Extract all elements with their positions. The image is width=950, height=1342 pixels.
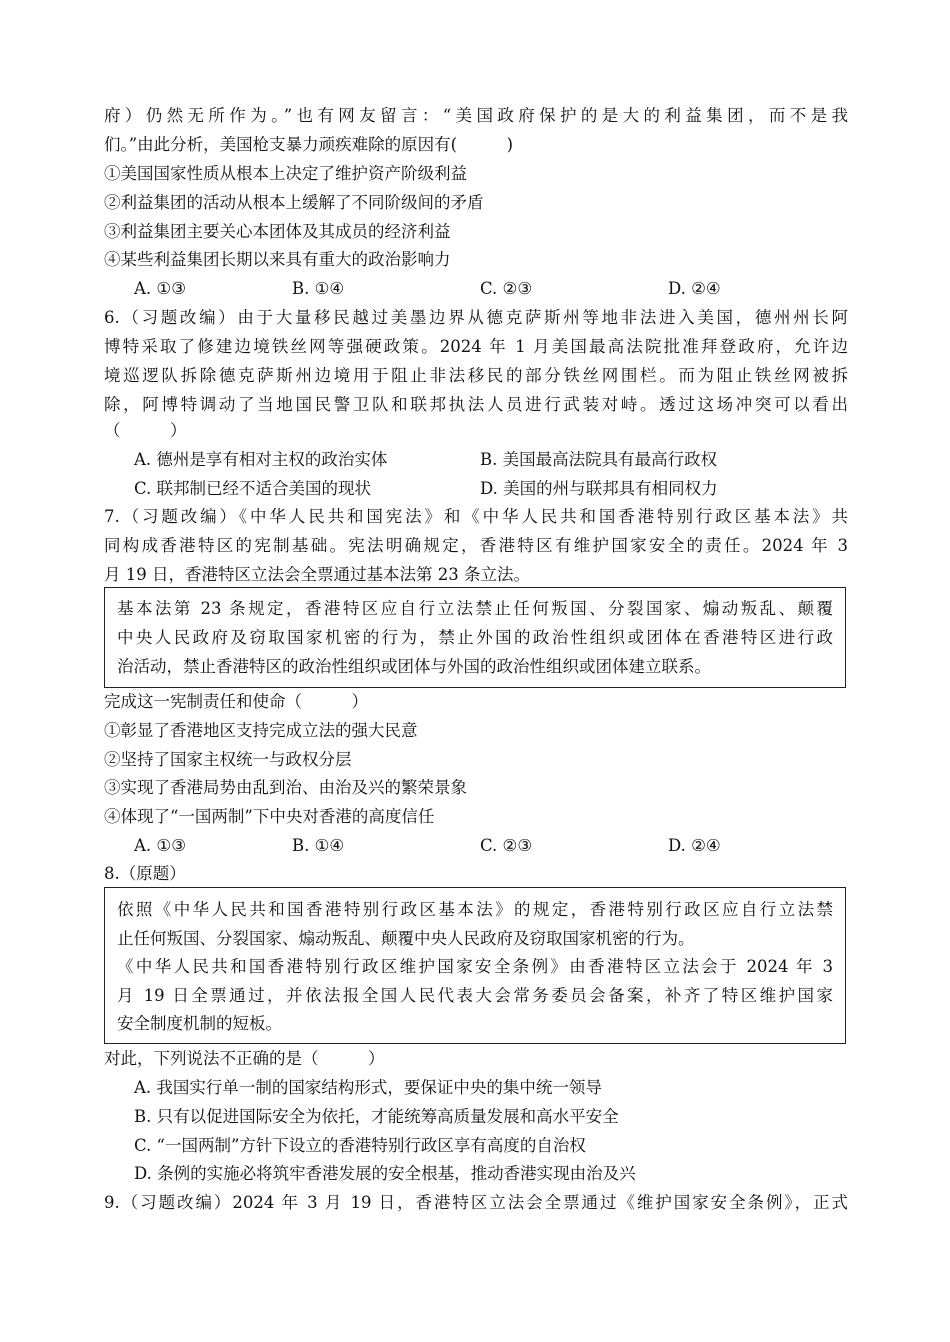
- q7-text-line: 月 19 日，香港特区立法会全票通过基本法第 23 条立法。: [104, 565, 530, 584]
- q8-material-line: 月 19 日全票通过，并依法报全国人民代表大会常务委员会备案，补齐了特区维护国家: [117, 986, 833, 1005]
- q6-text-line: 除，阿博特调动了当地国民警卫队和联邦执法人员进行武装对峙。透过这场冲突可以看出: [104, 395, 848, 414]
- q8-material-line: 《中华人民共和国香港特别行政区维护国家安全条例》由香港特区立法会于 2024 年 3: [117, 957, 833, 976]
- q7-text-line: 7.（习题改编）《中华人民共和国宪法》和《中华人民共和国香港特别行政区基本法》共: [104, 507, 848, 526]
- q7-statement: ②坚持了国家主权统一与政权分层: [104, 750, 352, 769]
- q7-material-line: 治活动，禁止香港特区的政治性组织或团体与外国的政治性组织或团体建立联系。: [117, 657, 711, 676]
- q7-material-line: 基本法第 23 条规定，香港特区应自行立法禁止任何叛国、分裂国家、煽动叛乱、颠覆: [117, 599, 833, 618]
- q8-material-line: 止任何叛国、分裂国家、煽动叛乱、颠覆中央人民政府及窃取国家机密的行为。: [117, 929, 695, 948]
- q5-text-line: 府）仍然无所作为。”也有网友留言：“美国政府保护的是大的利益集团，而不是我: [104, 106, 848, 125]
- q7-material-line: 中央人民政府及窃取国家机密的行为，禁止外国的政治性组织或团体在香港特区进行政: [117, 628, 833, 647]
- q7-statement: ④体现了“一国两制”下中央对香港的高度信任: [104, 807, 435, 826]
- q8-material-line: 安全制度机制的短板。: [117, 1014, 282, 1033]
- q7-stem: 完成这一宪制责任和使命（ ）: [104, 692, 368, 711]
- q7-option-a[interactable]: A. ①③: [134, 836, 186, 855]
- q7-option-b[interactable]: B. ①④: [292, 836, 345, 855]
- q5-statement: ③利益集团主要关心本团体及其成员的经济利益: [104, 222, 451, 241]
- q6-answer-blank: （ ）: [104, 421, 187, 440]
- q5-option-a[interactable]: A. ①③: [134, 279, 186, 298]
- q5-option-b[interactable]: B. ①④: [292, 279, 345, 298]
- q7-statement: ①彰显了香港地区支持完成立法的强大民意: [104, 721, 418, 740]
- q8-option-d[interactable]: D. 条例的实施必将筑牢香港发展的安全根基，推动香港实现由治及兴: [134, 1164, 636, 1183]
- q9-text-line: 9.（习题改编）2024 年 3 月 19 日，香港特区立法会全票通过《维护国家安全条例》，正式: [104, 1193, 848, 1212]
- q8-option-a[interactable]: A. 我国实行单一制的国家结构形式，要保证中央的集中统一领导: [134, 1078, 602, 1097]
- q6-text-line: 境巡逻队拆除德克萨斯州边境用于阻止非法移民的部分铁丝网围栏。而为阻止铁丝网被拆: [104, 366, 848, 385]
- q6-option-a[interactable]: A. 德州是享有相对主权的政治实体: [134, 450, 388, 469]
- q8-material-line: 依照《中华人民共和国香港特别行政区基本法》的规定，香港特别行政区应自行立法禁: [117, 900, 833, 919]
- q6-option-d[interactable]: D. 美国的州与联邦具有相同权力: [480, 479, 718, 498]
- q8-option-c[interactable]: C. “一国两制”方针下设立的香港特别行政区享有高度的自治权: [134, 1136, 586, 1155]
- q5-statement: ①美国国家性质从根本上决定了维护资产阶级利益: [104, 164, 467, 183]
- q6-text-line: 6.（习题改编）由于大量移民越过美墨边界从德克萨斯州等地非法进入美国，德州州长阿: [104, 308, 848, 327]
- q8-header: 8.（原题）: [104, 864, 186, 883]
- q7-text-line: 同构成香港特区的宪制基础。宪法明确规定，香港特区有维护国家安全的责任。2024 年 3: [104, 536, 848, 555]
- q7-option-d[interactable]: D. ②④: [668, 836, 721, 855]
- q7-option-c[interactable]: C. ②③: [480, 836, 533, 855]
- q8-stem: 对此，下列说法不正确的是（ ）: [104, 1049, 385, 1068]
- q6-option-b[interactable]: B. 美国最高法院具有最高行政权: [480, 450, 718, 469]
- q7-material-box: [104, 587, 846, 688]
- q6-text-line: 博特采取了修建边境铁丝网等强硬政策。2024 年 1 月美国最高法院批准拜登政府，允许边: [104, 337, 848, 356]
- q5-statement: ②利益集团的活动从根本上缓解了不同阶级间的矛盾: [104, 193, 484, 212]
- q5-text-line: 们。”由此分析，美国枪支暴力顽疾难除的原因有( ): [104, 135, 514, 154]
- q6-option-c[interactable]: C. 联邦制已经不适合美国的现状: [134, 479, 372, 498]
- q5-option-d[interactable]: D. ②④: [668, 279, 721, 298]
- q7-statement: ③实现了香港局势由乱到治、由治及兴的繁荣景象: [104, 778, 467, 797]
- q5-statement: ④某些利益集团长期以来具有重大的政治影响力: [104, 250, 451, 269]
- q8-material-box: [104, 887, 846, 1044]
- q5-option-c[interactable]: C. ②③: [480, 279, 533, 298]
- q8-option-b[interactable]: B. 只有以促进国际安全为依托，才能统筹高质量发展和高水平安全: [134, 1107, 619, 1126]
